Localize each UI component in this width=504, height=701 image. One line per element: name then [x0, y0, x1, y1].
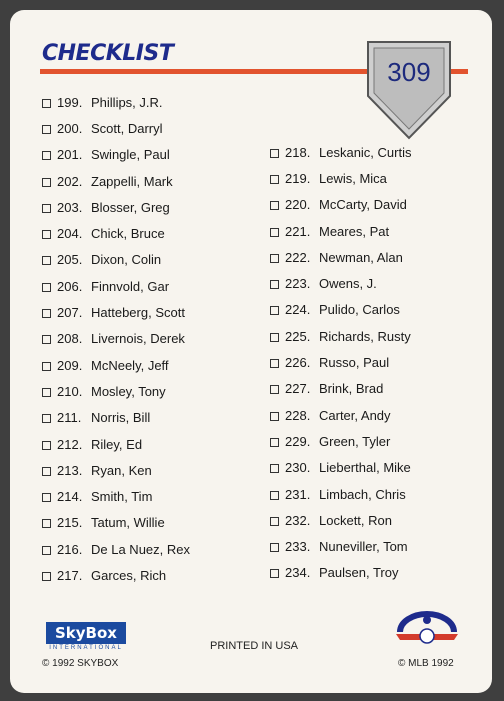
item-number: 217. [57, 567, 83, 583]
item-number: 212. [57, 436, 83, 452]
checklist-item [270, 244, 411, 270]
item-number: 226. [285, 355, 311, 371]
item-number: 211. [57, 410, 82, 426]
checkbox-icon[interactable] [42, 572, 51, 581]
checklist-item [42, 220, 190, 246]
checkbox-icon[interactable] [42, 441, 51, 450]
player-name: Ryan, Ken [91, 462, 152, 478]
player-name: Lockett, Ron [319, 512, 392, 528]
player-name: Riley, Ed [91, 436, 143, 452]
checklist-card [10, 10, 492, 693]
checkbox-icon[interactable] [270, 464, 279, 473]
checklist-item [270, 402, 411, 428]
checkbox-icon[interactable] [42, 335, 51, 344]
item-number: 202. [57, 173, 83, 189]
item-number: 222. [285, 249, 311, 265]
checklist-item [270, 165, 411, 191]
card-number: 309 [387, 57, 431, 87]
item-number: 234. [285, 565, 311, 581]
item-number: 201. [57, 147, 83, 163]
player-name: McCarty, David [319, 197, 407, 213]
checkbox-icon[interactable] [270, 149, 279, 158]
checkbox-icon[interactable] [270, 385, 279, 394]
checklist-item [270, 192, 411, 218]
item-number: 210. [57, 383, 83, 399]
checkbox-icon[interactable] [270, 201, 279, 210]
player-name: Hatteberg, Scott [91, 305, 185, 321]
checkbox-icon[interactable] [270, 517, 279, 526]
player-name: Scott, Darryl [91, 120, 163, 136]
checkbox-icon[interactable] [270, 491, 279, 500]
checkbox-icon[interactable] [42, 546, 51, 555]
checkbox-icon[interactable] [42, 467, 51, 476]
player-name: McNeely, Jeff [91, 357, 169, 373]
player-name: Lieberthal, Mike [319, 460, 411, 476]
checkbox-icon[interactable] [42, 493, 51, 502]
checklist-item [270, 428, 411, 454]
checklist-item [270, 481, 411, 507]
checkbox-icon[interactable] [270, 175, 279, 184]
checkbox-icon[interactable] [270, 543, 279, 552]
checkbox-icon[interactable] [270, 412, 279, 421]
checklist-item [270, 455, 411, 481]
player-name: Norris, Bill [91, 410, 151, 426]
checklist-item [42, 405, 190, 431]
checkbox-icon[interactable] [270, 569, 279, 578]
player-name: Tatum, Willie [91, 515, 165, 531]
checkbox-icon[interactable] [270, 280, 279, 289]
item-number: 218. [285, 144, 311, 160]
home-plate-icon [366, 40, 452, 140]
player-name: Nuneviller, Tom [319, 539, 408, 555]
checkbox-icon[interactable] [42, 125, 51, 134]
checklist-item [42, 378, 190, 404]
checklist-item [270, 560, 411, 586]
player-name: Limbach, Chris [319, 486, 406, 502]
player-name: Carter, Andy [319, 407, 391, 423]
checkbox-icon[interactable] [42, 230, 51, 239]
item-number: 221. [285, 223, 311, 239]
player-name: Finnvold, Gar [91, 278, 170, 294]
checkbox-icon[interactable] [270, 359, 279, 368]
player-name: Newman, Alan [319, 249, 403, 265]
item-number: 209. [57, 357, 83, 373]
checklist-item [270, 139, 411, 165]
checkbox-icon[interactable] [42, 283, 51, 292]
item-number: 232. [285, 512, 311, 528]
checklist-item [270, 349, 411, 375]
item-number: 207. [57, 305, 83, 321]
skybox-brand-sub: INTERNATIONAL [49, 645, 123, 651]
item-number: 205. [57, 252, 83, 268]
player-name: Russo, Paul [319, 355, 390, 371]
item-number: 224. [285, 302, 311, 318]
player-name: Lewis, Mica [319, 170, 387, 186]
item-number: 220. [285, 197, 311, 213]
copyright-left: © 1992 SKYBOX [42, 658, 119, 669]
item-number: 228. [285, 407, 311, 423]
checkbox-icon[interactable] [270, 438, 279, 447]
player-name: De La Nuez, Rex [91, 541, 190, 557]
player-name: Garces, Rich [91, 567, 167, 583]
player-name: Phillips, J.R. [91, 94, 163, 110]
checklist-item [42, 89, 190, 115]
skybox-brand: SkyBox [46, 622, 126, 644]
item-number: 215. [57, 515, 83, 531]
skybox-logo [46, 622, 126, 654]
checklist-item [42, 194, 190, 220]
checklist-left-column [42, 89, 190, 589]
checklist-item [270, 297, 411, 323]
checkbox-icon[interactable] [270, 254, 279, 263]
checklist-item [42, 510, 190, 536]
player-name: Green, Tyler [319, 433, 391, 449]
item-number: 214. [57, 489, 83, 505]
checklist-item [42, 352, 190, 378]
checklist-item [42, 142, 190, 168]
checklist-item [270, 323, 411, 349]
checkbox-icon[interactable] [42, 256, 51, 265]
checkbox-icon[interactable] [270, 333, 279, 342]
player-name: Pulido, Carlos [319, 302, 400, 318]
item-number: 230. [285, 460, 311, 476]
player-name: Swingle, Paul [91, 147, 170, 163]
checkbox-icon[interactable] [42, 178, 51, 187]
item-number: 233. [285, 539, 311, 555]
printed-in-label: PRINTED IN USA [210, 640, 299, 652]
player-name: Smith, Tim [91, 489, 153, 505]
checkbox-icon[interactable] [42, 99, 51, 108]
checkbox-icon[interactable] [42, 519, 51, 528]
player-name: Brink, Brad [319, 381, 384, 397]
checklist-item [270, 376, 411, 402]
player-name: Mosley, Tony [91, 383, 166, 399]
item-number: 206. [57, 278, 83, 294]
checklist-item [270, 270, 411, 296]
checkbox-icon[interactable] [270, 306, 279, 315]
player-name: Dixon, Colin [91, 252, 162, 268]
checklist-item [42, 483, 190, 509]
item-number: 223. [285, 276, 311, 292]
copyright-right: © MLB 1992 [398, 658, 454, 669]
item-number: 213. [57, 462, 83, 478]
checkbox-icon[interactable] [42, 204, 51, 213]
checkbox-icon[interactable] [270, 228, 279, 237]
player-name: Livernois, Derek [91, 331, 185, 347]
item-number: 231. [285, 486, 311, 502]
player-name: Owens, J. [319, 276, 377, 292]
item-number: 219. [285, 170, 311, 186]
checklist-item [270, 533, 411, 559]
checklist-item [42, 299, 190, 325]
mlb-logo-icon [390, 610, 464, 650]
checkbox-icon[interactable] [42, 414, 51, 423]
checklist-item [42, 273, 190, 299]
item-number: 199. [57, 94, 83, 110]
item-number: 216. [57, 541, 83, 557]
checklist-right-column [270, 139, 411, 586]
checklist-item [42, 562, 190, 588]
player-name: Richards, Rusty [319, 328, 411, 344]
item-number: 208. [57, 331, 83, 347]
player-name: Zappelli, Mark [91, 173, 173, 189]
player-name: Blosser, Greg [91, 199, 170, 215]
page-title: CHECKLIST [42, 41, 174, 66]
checkbox-icon[interactable] [42, 362, 51, 371]
item-number: 227. [285, 381, 311, 397]
checkbox-icon[interactable] [42, 309, 51, 318]
checklist-item [42, 168, 190, 194]
checklist-item [42, 115, 190, 141]
item-number: 203. [57, 199, 83, 215]
checklist-item [42, 457, 190, 483]
checklist-item [42, 536, 190, 562]
item-number: 204. [57, 226, 83, 242]
checklist-item [42, 326, 190, 352]
checklist-item [42, 247, 190, 273]
checkbox-icon[interactable] [42, 388, 51, 397]
checklist-item [270, 507, 411, 533]
player-name: Chick, Bruce [91, 226, 165, 242]
checklist-item [42, 431, 190, 457]
checkbox-icon[interactable] [42, 151, 51, 160]
player-name: Meares, Pat [319, 223, 390, 239]
item-number: 225. [285, 328, 311, 344]
item-number: 200. [57, 120, 83, 136]
checklist-item [270, 218, 411, 244]
item-number: 229. [285, 433, 311, 449]
player-name: Paulsen, Troy [319, 565, 399, 581]
player-name: Leskanic, Curtis [319, 144, 412, 160]
